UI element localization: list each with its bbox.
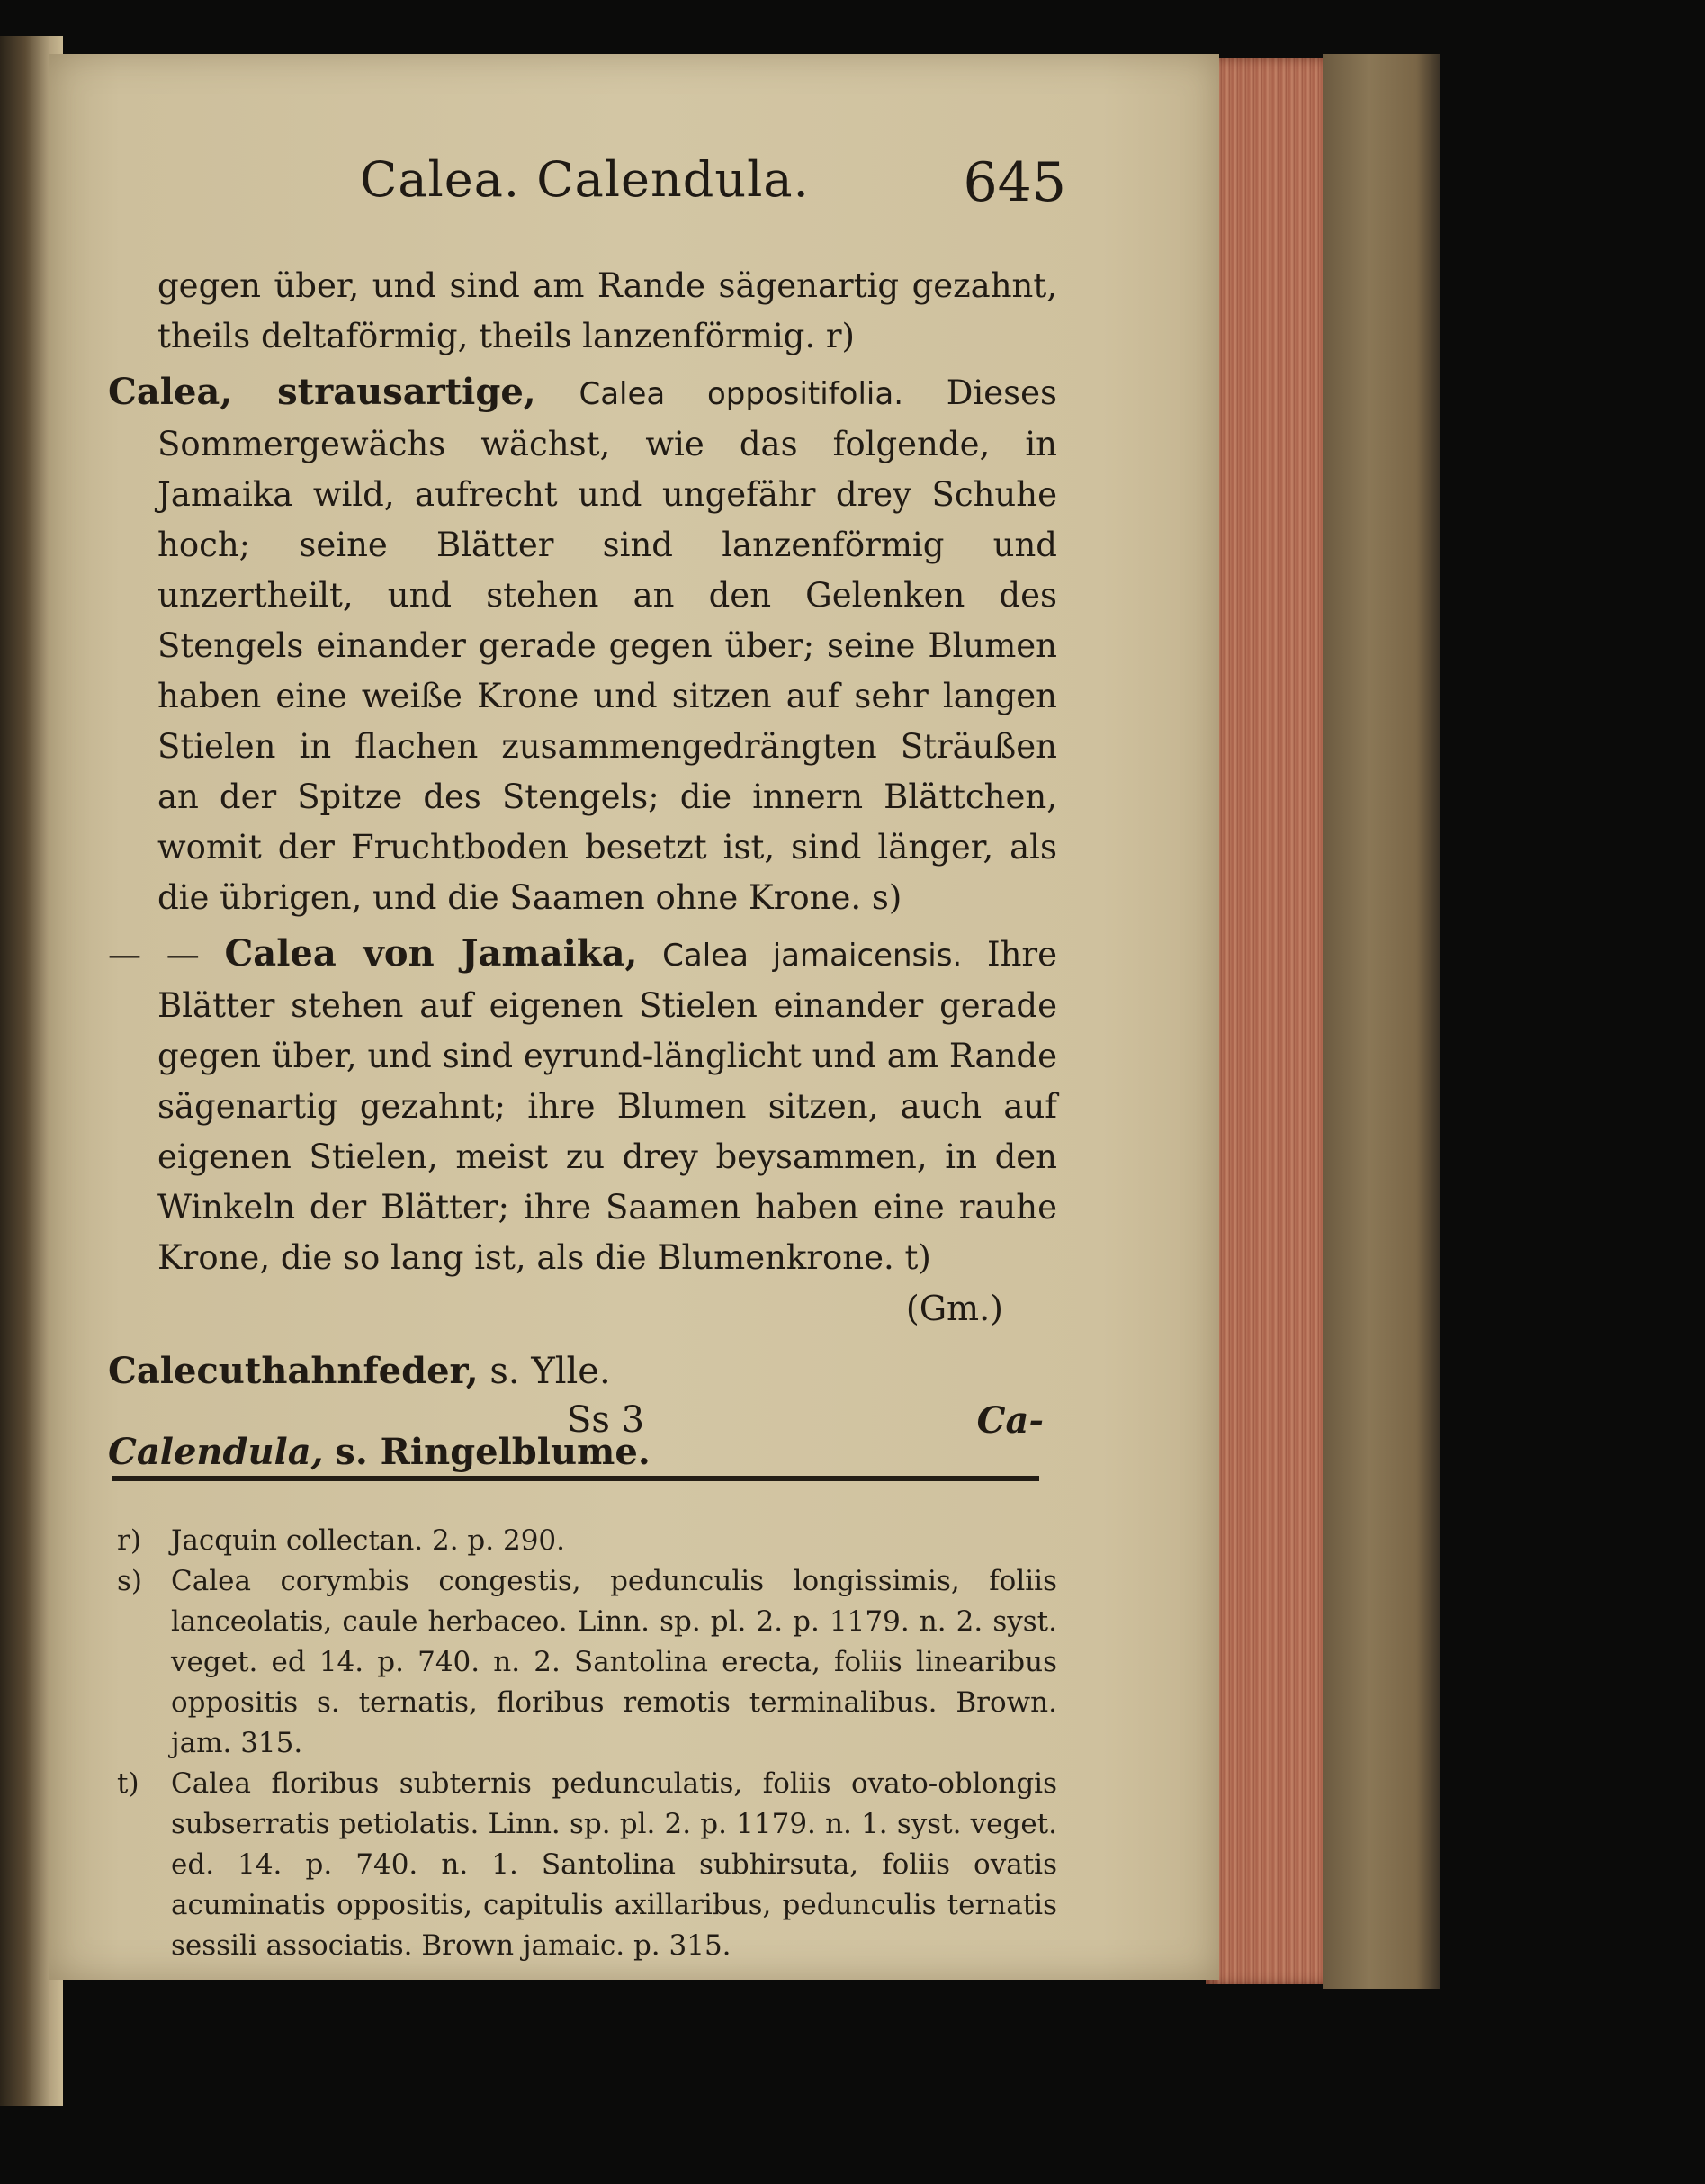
footnotes	[117, 1521, 1057, 1966]
footnote-t	[117, 1764, 1057, 1966]
entry-latin-name: Calea oppositifolia.	[579, 376, 904, 412]
entry-latin-name: Calea jamaicensis.	[662, 938, 963, 974]
xref-keyword: Calecuthahnfeder,	[108, 1350, 479, 1392]
xref-keyword: Calendula,	[108, 1431, 324, 1473]
entry-description: Dieses Sommergewächs wächst, wie das folgende, in Jamaika wild, aufrecht und ungefähr drey Schuhe hoch; seine Blätter sind lanzenförmig und unzertheilt, und stehen an den Gelenken des Stengels einander gerade gegen über; seine Blumen haben eine weiße Krone und sitzen auf sehr langen Stielen in flachen zusammengedrängten Sträußen an der Spitze des Stengels; die innern Blättchen, womit der Fruchtboden besetzt ist, sind länger, als die übrigen, und die Saamen ohne Krone. s)	[157, 373, 1058, 917]
footnote-label: t)	[117, 1767, 139, 1800]
footnote-rule	[112, 1476, 1039, 1481]
page-number: 645	[963, 151, 1066, 214]
running-header	[162, 151, 1066, 223]
footnote-label: r)	[117, 1524, 141, 1557]
entry-calea-oppositifolia	[108, 367, 1057, 923]
author-signature: (Gm.)	[905, 1289, 1003, 1328]
catchline	[108, 1399, 1062, 1453]
footnote-text: Calea corymbis congestis, pedunculis longissimis, foliis lanceolatis, caule herbaceo. Linn. sp. pl. 2. p. 1179. n. 2. syst. veget. ed 14. p. 740. n. 2. Santolina erecta, foliis linearibus oppositis s. ternatis, floribus remotis terminalibus. Brown. jam. 315.	[171, 1565, 1057, 1759]
continued-paragraph	[108, 261, 1057, 362]
entry-dash: — —	[108, 935, 200, 974]
running-title: Calea. Calendula.	[360, 151, 810, 208]
entry-description: Ihre Blätter stehen auf eigenen Stielen einander gerade gegen über, und sind eyrund-länglicht und am Rande sägenartig gezahnt; ihre Blumen sitzen, auch auf eigenen Stielen, meist zu drey beysammen, in den Winkeln der Blätter; ihre Saamen haben eine rauhe Krone, die so lang ist, als die Blumenkrone. t)	[157, 935, 1057, 1277]
main-text	[108, 261, 1057, 1514]
xref-target: s. Ylle.	[489, 1351, 611, 1392]
entry-lemma: Calea von Jamaika,	[224, 932, 638, 975]
book-binding	[1323, 54, 1440, 1989]
cross-reference-calecuthahnfeder	[108, 1346, 1057, 1397]
entry-calea-jamaicensis	[108, 929, 1057, 1334]
footnote-text: Jacquin collectan. 2. p. 290.	[171, 1524, 565, 1557]
footnote-text: Calea floribus subternis pedunculatis, foliis ovato-oblongis subserratis petiolatis. Linn. sp. pl. 2. p. 1179. n. 1. syst. veget. ed. 14. p. 740. n. 1. Santolina subhirsuta, foliis ovatis acuminatis oppositis, capitulis axillaribus, pedunculis ternatis sessili associatis. Brown jamaic. p. 315.	[171, 1767, 1057, 1962]
continued-text: gegen über, und sind am Rande sägenartig gezahnt, theils deltaförmig, theils lanzenförmig. r)	[157, 266, 1057, 355]
footnote-label: s)	[117, 1565, 143, 1597]
page-block-edges	[1206, 58, 1341, 1984]
footnote-r	[117, 1521, 1057, 1561]
entry-lemma: Calea, strausartige,	[108, 371, 536, 413]
signature-mark: Ss 3	[567, 1399, 645, 1441]
footnote-s	[117, 1561, 1057, 1764]
catchword: Ca-	[976, 1399, 1044, 1442]
xref-target: s. Ringelblume.	[335, 1431, 651, 1473]
